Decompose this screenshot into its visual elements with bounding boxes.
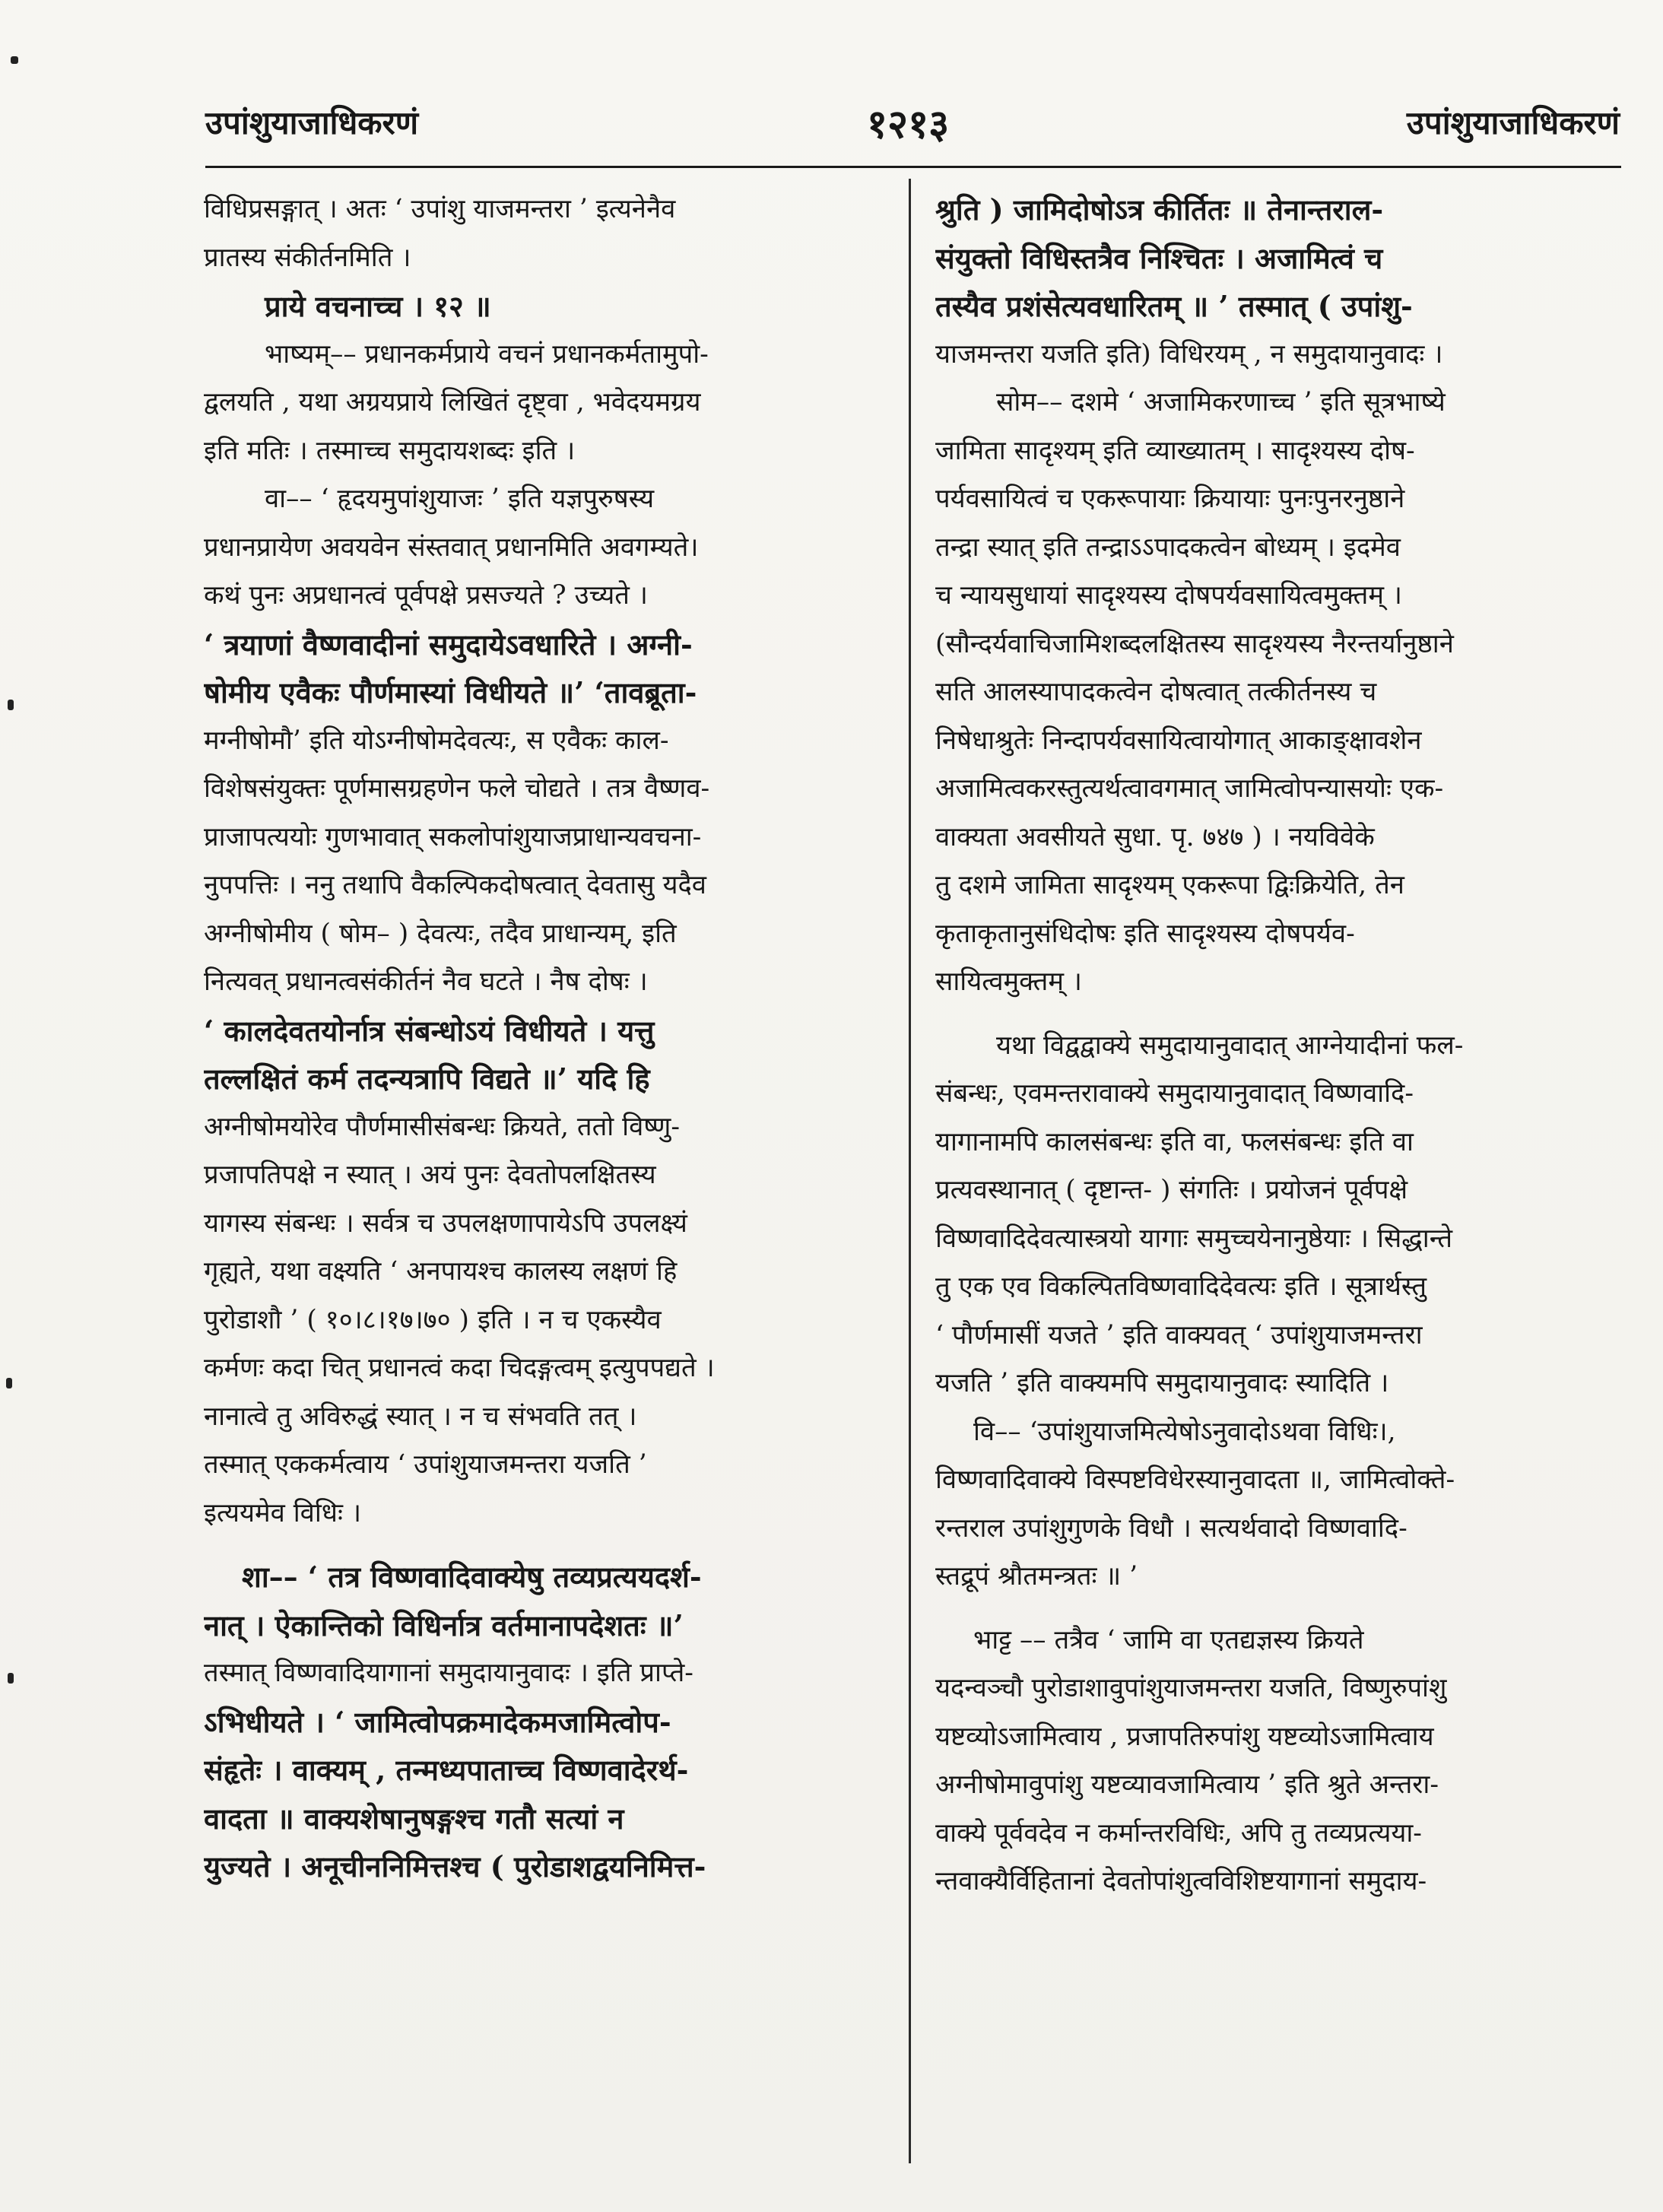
text-line: प्राजापत्ययोः गुणभावात् सकलोपांशुयाजप्राधान्यवचना- [204, 821, 702, 852]
text-line: निषेधाश्रुतेः निन्दापर्यवसायित्वायोगात् आकाङ्क्षावशेन [935, 725, 1422, 756]
text-line: ‘ त्रयाणां वैष्णवादीनां समुदायेऽवधारिते । अग्नी- [204, 627, 693, 662]
text-line: कथं पुनः अप्रधानत्वं पूर्वपक्षे प्रसज्यते ? उच्यते । [204, 580, 648, 611]
text-line: नित्यवत् प्रधानत्वसंकीर्तनं नैव घटते । नैष दोषः । [204, 966, 648, 997]
text-line: संयुक्तो विधिस्तत्रैव निश्चितः । अजामित्वं च [935, 240, 1383, 275]
text-line: वि–– ‘उपांशुयाजमित्येषोऽनुवादोऽथवा विधिः।, [973, 1416, 1396, 1447]
text-line: पर्यवसायित्वं च एकरूपायाः क्रियायाः पुनःपुनरनुष्ठाने [935, 484, 1405, 514]
text-line: नात् । ऐकान्तिको विधिर्नात्र वर्तमानापदेशतः ॥’ [204, 1607, 684, 1642]
text-line: यागस्य संबन्धः । सर्वत्र च उपलक्षणापायेऽपि उपलक्ष्यं [204, 1208, 687, 1239]
scan-speck [8, 700, 14, 710]
text-line: युज्यते । अनूचीननिमित्तश्च ( पुरोडाशद्वयनिमित्त- [204, 1849, 706, 1884]
text-line: सायित्वमुक्तम् । [935, 966, 1082, 997]
text-line: यष्टव्योऽजामित्वाय , प्रजापतिरुपांशु यष्टव्योऽजामित्वाय [935, 1721, 1434, 1752]
text-line: विधिप्रसङ्गात् । अतः ‘ उपांशु याजमन्तरा ’ इत्यनेनैव [204, 194, 676, 224]
text-line: जामिता सादृश्यम् इति व्याख्यातम् । सादृश्यस्य दोष- [935, 435, 1415, 466]
scan-speck [11, 56, 18, 64]
paragraph-gap [935, 1601, 1620, 1617]
text-line: न्तवाक्यैर्विहितानां देवतोपांशुत्वविशिष्टयागानां समुदाय- [935, 1866, 1427, 1896]
text-line: भाष्यम्–– प्रधानकर्मप्राये वचनं प्रधानकर्मतामुपो- [265, 338, 709, 370]
text-line: (सौन्दर्यवाचिजामिशब्दलक्षितस्य सादृश्यस्य नैरन्तर्यानुष्ठाने [935, 628, 1454, 659]
text-line: तन्द्रा स्यात् इति तन्द्राऽऽपादकत्वेन बोध्यम् । इदमेव [935, 532, 1401, 563]
text-line: तल्लक्षितं कर्म तदन्यत्रापि विद्यते ॥’ यदि हि [204, 1062, 650, 1096]
text-line: तस्मात् एककर्मत्वाय ‘ उपांशुयाजमन्तरा यजति ’ [204, 1449, 647, 1480]
text-line: कर्मणः कदा चित् प्रधानत्वं कदा चिदङ्गत्वम् इत्युपपद्यते । [204, 1353, 715, 1383]
text-line: विष्णवादिवाक्ये विस्पष्टविधेरस्यानुवादता ॥, जामित्वोक्ते- [935, 1465, 1455, 1495]
text-line: तु दशमे जामिता सादृश्यम् एकरूपा द्विःक्रियेति, तेन [935, 870, 1404, 900]
text-line: तस्यैव प्रशंसेत्यवधारितम् ॥ ’ तस्मात् ( उपांशु- [935, 289, 1413, 323]
text-line: मग्नीषोमौ’ इति योऽग्नीषोमदेवत्यः, स एवैकः काल- [204, 725, 669, 756]
text-line: तस्मात् विष्णवादियागानां समुदायानुवादः । इति प्राप्ते- [204, 1658, 693, 1688]
text-line: प्रातस्य संकीर्तनमिति । [204, 242, 411, 273]
text-line: भाट्ट –– तत्रैव ‘ जामि वा एतद्यज्ञस्य क्रियते [973, 1624, 1364, 1655]
text-line: अग्नीषोमीय ( षोम– ) देवत्यः, तदैव प्राधान्यम्, इति [204, 918, 677, 949]
text-line: ऽभिधीयते । ‘ जामित्वोपक्रमादेकमजामित्वोप- [204, 1704, 671, 1739]
text-line: संहृतेः । वाक्यम् , तन्मध्यपाताच्च विष्णवादेरर्थ- [204, 1753, 689, 1787]
sutra-heading: प्राये वचनाच्च । १२ ॥ [265, 289, 491, 323]
column-divider [909, 179, 911, 2163]
text-line: गृह्यते, यथा वक्ष्यति ‘ अनपायश्च कालस्य लक्षणं हि [204, 1256, 678, 1287]
text-line: इति मतिः । तस्माच्च समुदायशब्दः इति । [204, 435, 576, 466]
text-line: अग्नीषोमयोरेव पौर्णमासीसंबन्धः क्रियते, ततो विष्णु- [204, 1111, 680, 1142]
text-line: अग्नीषोमावुपांशु यष्टव्यावजामित्वाय ’ इति श्रुते अन्तरा- [935, 1769, 1439, 1800]
text-line: च न्यायसुधायां सादृश्यस्य दोषपर्यवसायित्वमुक्तम् । [935, 580, 1403, 611]
text-line: नानात्वे तु अविरुद्धं स्यात् । न च संभवति तत् । [204, 1401, 637, 1432]
text-line: यागानामपि कालसंबन्धः इति वा, फलसंबन्धः इति वा [935, 1126, 1414, 1157]
header-right-title: उपांशुयाजाधिकरणं [1406, 104, 1620, 141]
text-line: सति आलस्यापादकत्वेन दोषत्वात् तत्कीर्तनस्य च [935, 677, 1377, 707]
text-line: प्रजापतिपक्षे न स्यात् । अयं पुनः देवतोपलक्षितस्य [204, 1160, 656, 1190]
text-line: शा–– ‘ तत्र विष्णवादिवाक्येषु तव्यप्रत्ययदर्श- [242, 1560, 702, 1594]
text-line: वाक्यता अवसीयते सुधा. पृ. ७४७ ) । नयविवेके [935, 821, 1375, 852]
text-line: प्रत्यवस्थानात् ( दृष्टान्त- ) संगतिः । प्रयोजनं पूर्वपक्षे [935, 1175, 1408, 1205]
text-line: विशेषसंयुक्तः पूर्णमासग्रहणेन फले चोद्यते । तत्र वैष्णव- [204, 773, 710, 804]
text-line: विष्णवादिदेवत्यास्त्रयो यागाः समुच्चयेनानुष्ठेयाः । सिद्धान्ते [935, 1223, 1453, 1254]
text-line: अजामित्वकरस्तुत्यर्थत्वावगमात् जामित्वोपन्यासयोः एक- [935, 773, 1444, 804]
text-line: इत्ययमेव विधिः । [204, 1497, 362, 1528]
text-line: याजमन्तरा यजति इति) विधिरयम् , न समुदायानुवादः । [935, 338, 1443, 370]
text-line: प्रधानप्रायेण अवयवेन संस्तवात् प्रधानमिति अवगम्यते। [204, 532, 699, 563]
text-line: रन्तराल उपांशुगुणके विधौ । सत्यर्थवादो विष्णवादि- [935, 1512, 1408, 1544]
text-line: यथा विद्वद्वाक्ये समुदायानुवादात् आग्नेयादीनां फल- [996, 1030, 1464, 1061]
header-rule [205, 166, 1621, 168]
text-line: तु एक एव विकल्पितविष्णवादिदेवत्यः इति । सूत्रार्थस्तु [935, 1271, 1427, 1302]
text-line: कृताकृतानुसंधिदोषः इति सादृश्यस्य दोषपर्यव- [935, 918, 1355, 949]
text-line: वाक्ये पूर्ववदेव न कर्मान्तरविधिः, अपि तु तव्यप्रत्यया- [935, 1817, 1422, 1849]
text-line: ‘ पौर्णमासीं यजते ’ इति वाक्यवत् ‘ उपांशुयाजमन्तरा [935, 1319, 1423, 1350]
text-line: वा–– ‘ हृदयमुपांशुयाजः ’ इति यज्ञपुरुषस्य [265, 484, 655, 514]
left-column [204, 186, 888, 1891]
scan-speck [8, 1673, 14, 1684]
text-line: वादता ॥ वाक्यशेषानुषङ्गश्च गतौ सत्यां न [204, 1801, 624, 1836]
text-line: यजति ’ इति वाक्यमपि समुदायानुवादः स्यादिति । [935, 1368, 1389, 1398]
scan-speck [6, 1378, 12, 1388]
text-line: सोम–– दशमे ‘ अजामिकरणाच्च ’ इति सूत्रभाष्ये [996, 387, 1446, 417]
paragraph-gap [935, 1007, 1620, 1022]
right-column [935, 186, 1620, 1906]
text-line: श्रुति ) जामिदोषोऽत्र कीर्तितः ॥ तेनान्तराल- [935, 192, 1384, 227]
text-line: स्तद्रूपं श्रौतमन्त्रतः ॥ ’ [935, 1561, 1138, 1592]
text-line: षोमीय एवैकः पौर्णमास्यां विधीयते ॥’ ‘तावब्रूता- [204, 675, 697, 709]
text-line: द्वलयति , यथा अग्रयप्राये लिखितं दृष्ट्वा , भवेदयमग्रय [204, 387, 701, 417]
text-line: संबन्धः, एवमन्तरावाक्ये समुदायानुवादात् विष्णवादि- [935, 1078, 1414, 1109]
text-line: पुरोडाशौ ’ ( १०।८।१७।७० ) इति । न च एकस्यैव [204, 1304, 662, 1335]
header-left-title: उपांशुयाजाधिकरणं [205, 104, 419, 141]
text-line: यदन्वञ्चौ पुरोडाशावुपांशुयाजमन्तरा यजति, विष्णुरुपांशु [935, 1673, 1447, 1703]
text-line: ‘ कालदेवतयोर्नात्र संबन्धोऽयं विधीयते । यत्तु [204, 1013, 655, 1048]
text-line: नुपपत्तिः । ननु तथापि वैकल्पिकदोषत्वात् देवतासु यदैव [204, 870, 706, 900]
page-number: १२१३ [867, 101, 950, 148]
paragraph-gap [204, 1538, 888, 1553]
running-header [205, 100, 1620, 161]
